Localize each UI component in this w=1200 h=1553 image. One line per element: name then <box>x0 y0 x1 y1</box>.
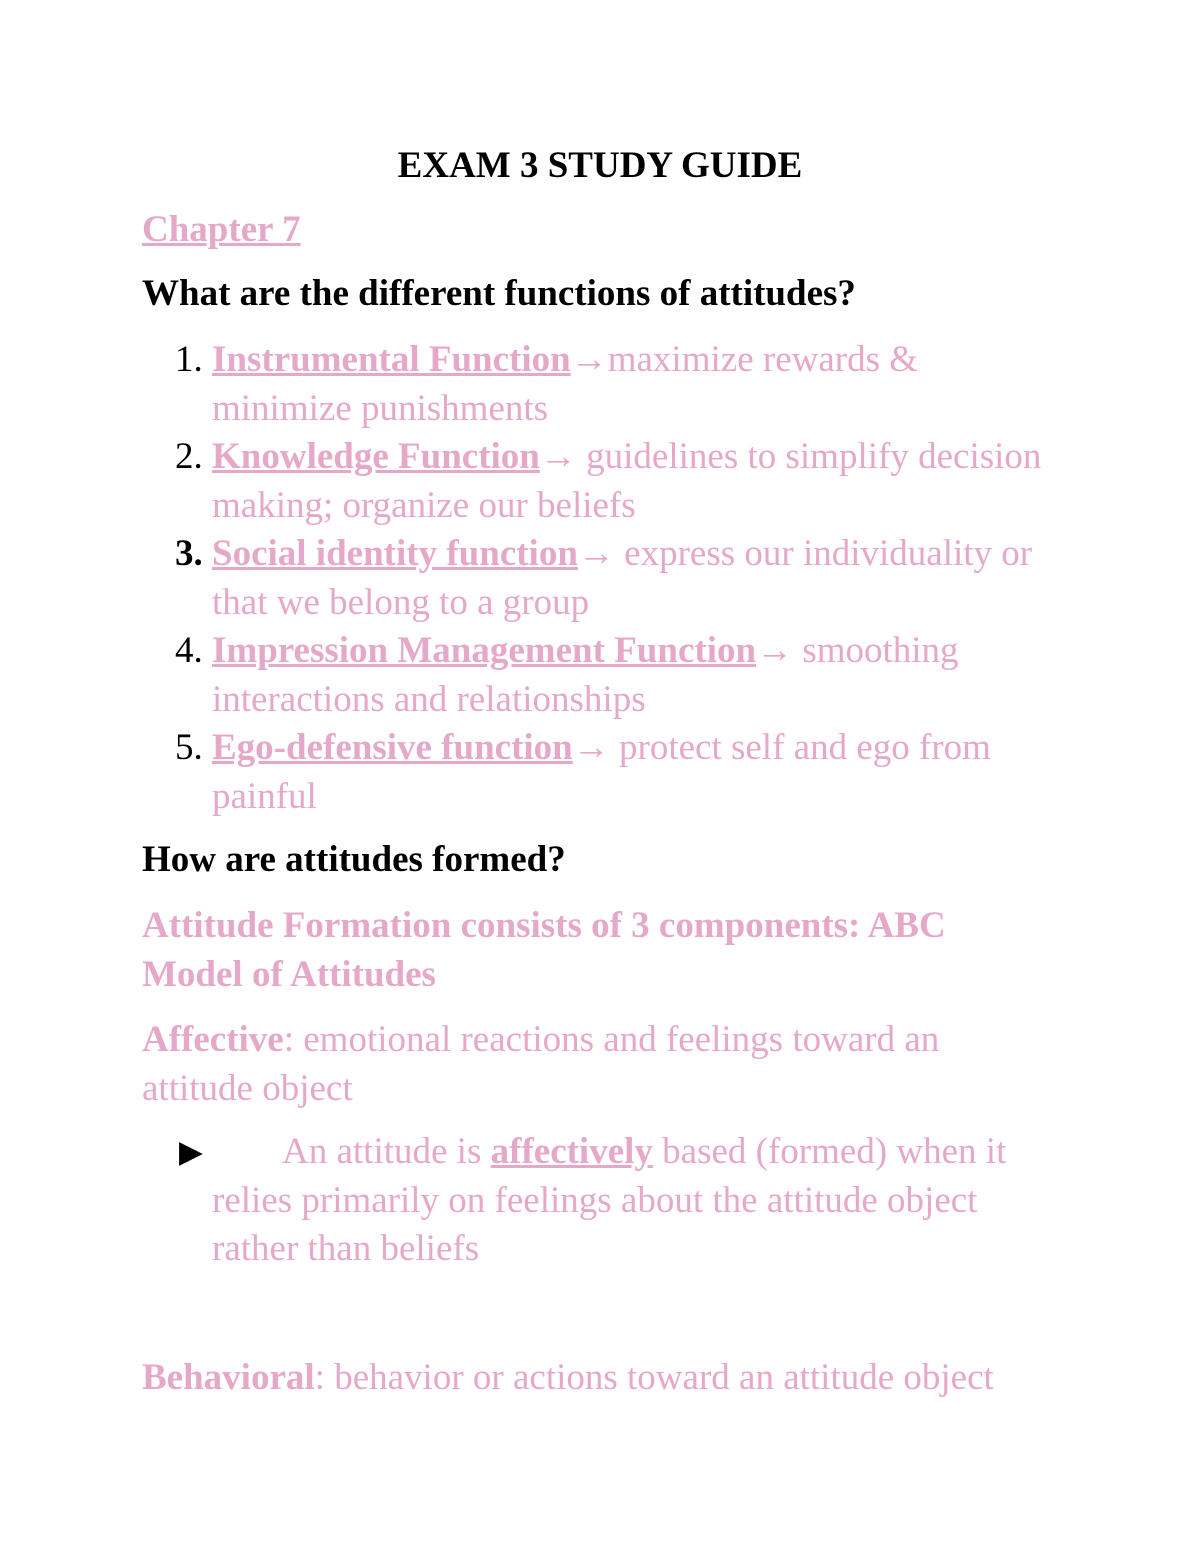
affective-term: Affective <box>142 1019 284 1060</box>
page-title: EXAM 3 STUDY GUIDE <box>397 145 803 186</box>
arrow-icon: → <box>539 436 577 477</box>
function-term: Impression Management Function <box>212 630 757 671</box>
function-term: Ego-defensive function <box>212 727 573 768</box>
affective-description: : emotional reactions and feelings toward an attitude object <box>142 1019 940 1109</box>
list-number: 5. <box>175 727 203 768</box>
bullet-text-post: based (formed) when it relies primarily on feelings about the attitude object rather than beliefs <box>212 1131 1007 1269</box>
function-description: smoothing interactions and relationships <box>212 630 959 720</box>
function-description: express our individuality or that we belong to a group <box>212 533 1033 623</box>
question-formed: How are attitudes formed? <box>142 839 566 880</box>
function-description: maximize rewards & minimize punishments <box>212 339 919 429</box>
question-functions: What are the different functions of attitudes? <box>142 273 856 314</box>
triangle-right-icon: ▶ <box>179 1134 203 1170</box>
arrow-icon: → <box>756 630 794 671</box>
list-number: 2. <box>175 436 203 477</box>
function-description: protect self and ego from painful <box>212 727 991 817</box>
affective-bullet <box>179 1128 1062 1274</box>
function-term: Instrumental Function <box>212 339 571 380</box>
arrow-icon: → <box>572 727 610 768</box>
list-item <box>142 627 1062 724</box>
list-item <box>142 336 1062 433</box>
list-number: 3. <box>175 533 203 574</box>
affective-definition <box>142 1016 1042 1113</box>
list-item <box>142 724 1062 821</box>
list-number: 1. <box>175 339 203 380</box>
bullet-text-pre: An attitude is <box>282 1131 491 1172</box>
function-description: guidelines to simplify decision making; organize our beliefs <box>212 436 1042 526</box>
chapter-heading: Chapter 7 <box>142 209 301 250</box>
list-number: 4. <box>175 630 203 671</box>
behavioral-term: Behavioral <box>142 1357 315 1398</box>
arrow-icon: → <box>577 533 615 574</box>
formation-heading: Attitude Formation consists of 3 components: ABC Model of Attitudes <box>142 905 946 995</box>
function-term: Social identity function <box>212 533 578 574</box>
list-item <box>142 530 1062 627</box>
list-item <box>142 433 1062 530</box>
arrow-icon: → <box>570 339 608 380</box>
behavioral-description: : behavior or actions toward an attitude object <box>314 1357 994 1398</box>
function-term: Knowledge Function <box>212 436 540 477</box>
behavioral-definition <box>142 1354 1102 1403</box>
bullet-emphasis: affectively <box>490 1131 653 1172</box>
functions-list <box>142 336 1062 821</box>
